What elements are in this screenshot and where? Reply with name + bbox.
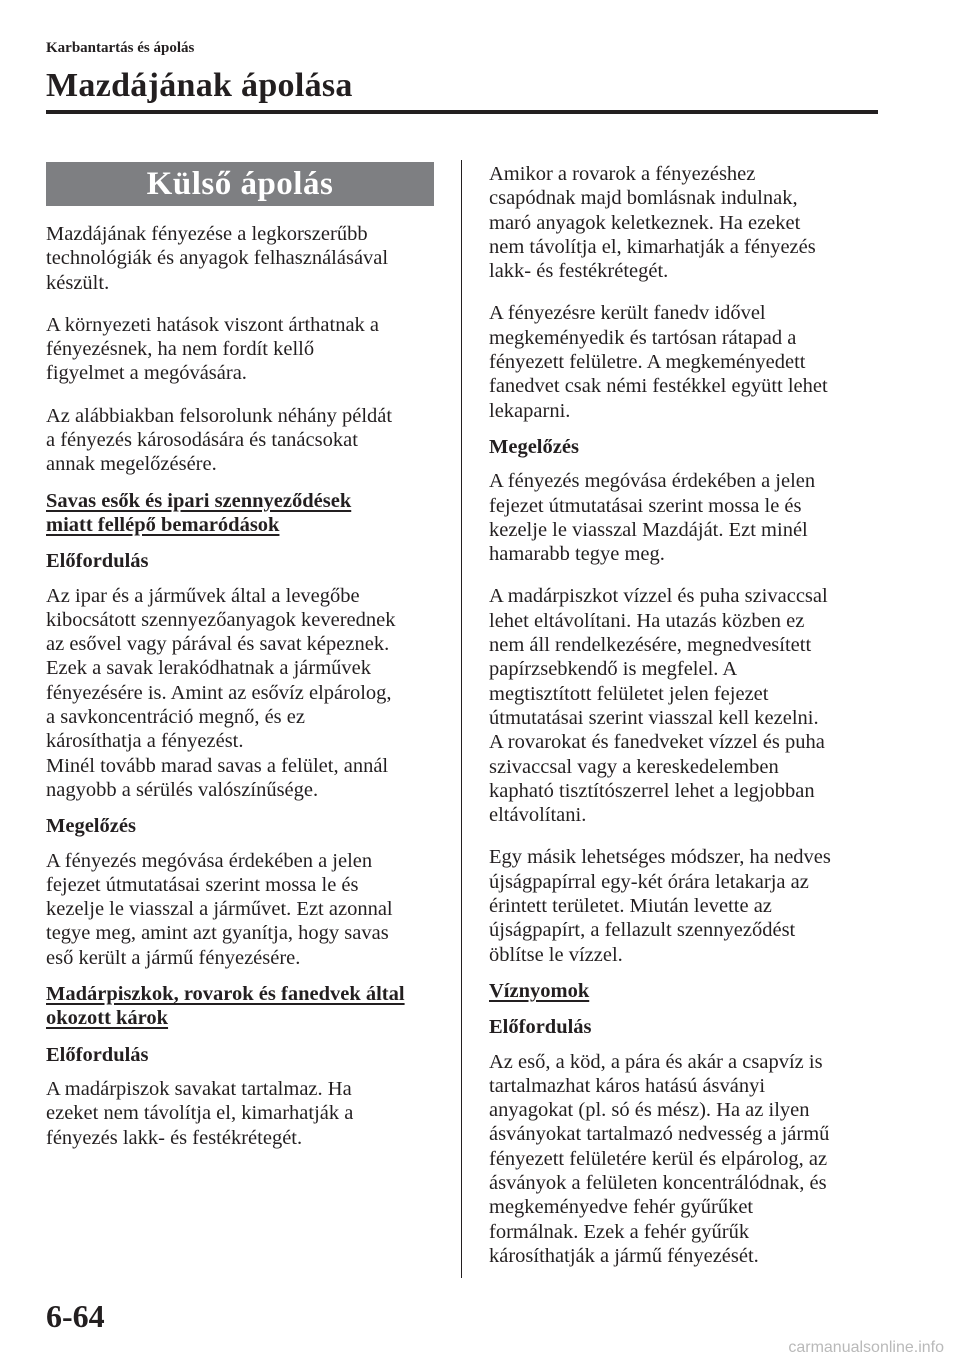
- intro-paragraph-1: [46, 222, 434, 295]
- topic-water-spots-occurrence-text: [489, 1050, 879, 1269]
- tree-sap-paragraph: [489, 301, 879, 422]
- text-line: érintett területet. Miután levette az: [489, 895, 772, 918]
- text-line: ásványokat tartalmazó nedvesség a jármű: [489, 1123, 830, 1146]
- insects-paragraph: [489, 162, 879, 283]
- text-line: Az eső, a köd, a pára és akár a csapvíz is: [489, 1050, 823, 1073]
- text-line: Ezek a savak lerakódhatnak a járművek: [46, 657, 371, 680]
- text-line: Minél tovább marad savas a felület, annál: [46, 754, 389, 777]
- text-line: károsíthatják a jármű fényezését.: [489, 1244, 759, 1267]
- text-line: A fényezésre került fanedv idővel: [489, 302, 766, 325]
- text-line: anyagokat (pl. só és mész). Ha az ilyen: [489, 1099, 810, 1122]
- text-line: tartalmazhat káros hatású ásványi: [489, 1074, 766, 1097]
- text-line: fejezet útmutatásai szerint mossa le és: [489, 494, 802, 517]
- text-line: hamarabb tegye meg.: [489, 543, 665, 566]
- text-line: fényezett felületére kerül és elpárolog, az: [489, 1147, 828, 1170]
- header-rule: [46, 110, 878, 114]
- intro-paragraph-3: [46, 404, 434, 477]
- text-line: megkeményedve fehér gyűrűket: [489, 1196, 754, 1219]
- bird-droppings-prevention-text: [489, 469, 879, 566]
- topic-bird-droppings-title: [46, 982, 434, 1031]
- intro-paragraph-2: [46, 313, 434, 386]
- text-line: az esővel vagy párával és savat képeznek.: [46, 633, 390, 656]
- topic-water-spots-title: Víznyomok: [489, 979, 590, 1002]
- text-line: nem távolítja el, kimarhatják a fényezés: [489, 235, 816, 258]
- topic-bird-droppings-occurrence-label: Előfordulás: [46, 1043, 149, 1066]
- text-line: lakk- és festékrétegét.: [489, 260, 669, 283]
- text-line: A fényezés megóvása érdekében a jelen: [46, 849, 373, 872]
- topic-acid-rain-occurrence-label: Előfordulás: [46, 550, 149, 573]
- topic-bird-droppings-occurrence-text: [46, 1077, 434, 1150]
- text-line: tegye meg, amint azt gyanítja, hogy savas: [46, 922, 389, 945]
- text-line: fényezett felületre. A megkeményedett: [489, 351, 806, 374]
- page-header: [46, 38, 878, 108]
- text-line: kibocsátott szennyezőanyagok keverednek: [46, 608, 396, 631]
- text-line: megtisztított felületet jelen fejezet: [489, 682, 769, 705]
- text-line: miatt fellépő bemaródások: [46, 513, 280, 536]
- text-line: lekaparni.: [489, 399, 571, 422]
- text-line: nagyobb a sérülés valószínűsége.: [46, 778, 319, 801]
- text-line: annak megelőzésére.: [46, 453, 217, 476]
- text-line: kezelje le viasszal a járművet. Ezt azonnal: [46, 898, 393, 921]
- page-number: 6-64: [46, 1298, 105, 1334]
- alternative-method-paragraph: [489, 845, 879, 966]
- text-line: figyelmet a megóvására.: [46, 362, 247, 385]
- text-line: ásványok a felületen koncentrálódnak, és: [489, 1171, 827, 1194]
- text-line: nem áll rendelkezésére, megnedvesített: [489, 634, 812, 657]
- text-line: A madárpiszkot vízzel és puha szivaccsal: [489, 585, 828, 608]
- text-line: A fényezés megóvása érdekében a jelen: [489, 470, 816, 493]
- text-line: Egy másik lehetséges módszer, ha nedves: [489, 846, 831, 869]
- text-line: kezelje le viasszal Mazdáját. Ezt minél: [489, 518, 808, 541]
- text-line: papírzsebkendő is megfelel. A: [489, 658, 738, 681]
- page-title: Mazdájának ápolása: [46, 67, 353, 104]
- text-line: fényezésnek, ha nem fordít kellő: [46, 338, 315, 361]
- topic-water-spots-occurrence-label: Előfordulás: [489, 1016, 592, 1039]
- right-column: [489, 162, 879, 1286]
- text-line: újságpapírt, a fellazult szennyeződést: [489, 919, 796, 942]
- text-line: lehet eltávolítani. Ha utazás közben ez: [489, 609, 805, 632]
- topic-acid-rain-prevention-label: Megelőzés: [46, 815, 136, 838]
- text-line: formálnak. Ezek a fehér gyűrűk: [489, 1220, 750, 1243]
- text-line: A környezeti hatások viszont árthatnak a: [46, 313, 380, 336]
- text-line: Amikor a rovarok a fényezéshez: [489, 163, 756, 185]
- watermark: carmanualsonline.info: [788, 1339, 944, 1356]
- text-line: Savas esők és ipari szennyeződések: [46, 489, 352, 512]
- text-line: eltávolítani.: [489, 804, 587, 827]
- text-line: fényezés lakk- és festékrétegét.: [46, 1126, 303, 1149]
- bird-droppings-prevention-label: Megelőzés: [489, 435, 579, 458]
- text-line: Az alábbiakban felsorolunk néhány példát: [46, 404, 393, 427]
- topic-acid-rain-title: [46, 489, 434, 538]
- text-line: okozott károk: [46, 1007, 169, 1030]
- topic-acid-rain-occurrence-text: [46, 584, 434, 803]
- text-line: Madárpiszkok, rovarok és fanedvek által: [46, 983, 405, 1006]
- text-line: Az ipar és a járművek által a levegőbe: [46, 584, 360, 607]
- text-line: a fényezés károsodására és tanácsokat: [46, 429, 358, 452]
- text-line: útmutatásai szerint viasszal kell kezelni.: [489, 706, 819, 729]
- text-line: eső került a jármű fényezésére.: [46, 946, 301, 969]
- breadcrumb: Karbantartás és ápolás: [46, 40, 195, 56]
- text-line: károsíthatja a fényezést.: [46, 730, 244, 753]
- text-line: a savkoncentráció megnő, és ez: [46, 706, 305, 729]
- text-line: öblítse le vízzel.: [489, 943, 623, 966]
- left-column: [46, 162, 434, 1168]
- text-line: újságpapírral egy-két órára letakarja az: [489, 870, 809, 893]
- text-line: fejezet útmutatásai szerint mossa le és: [46, 873, 359, 896]
- text-line: Mazdájának fényezése a legkorszerűbb: [46, 223, 368, 245]
- section-title: Külső ápolás: [46, 162, 434, 206]
- text-line: kapható tisztítószerrel lehet a legjobban: [489, 779, 815, 802]
- column-divider: [461, 160, 462, 1278]
- text-line: A madárpiszok savakat tartalmaz. Ha: [46, 1077, 352, 1100]
- text-line: maró anyagok keletkeznek. Ha ezeket: [489, 211, 801, 234]
- text-line: fanedvet csak némi festékkel együtt lehet: [489, 375, 828, 398]
- text-line: szivaccsal vagy a kereskedelemben: [489, 755, 779, 778]
- text-line: megkeményedik és tartósan rátapad a: [489, 326, 797, 349]
- text-line: készült.: [46, 271, 110, 294]
- text-line: ezeket nem távolítja el, kimarhatják a: [46, 1102, 354, 1125]
- text-line: csapódnak majd bomlásnak indulnak,: [489, 187, 798, 210]
- topic-acid-rain-prevention-text: [46, 849, 434, 970]
- text-line: fényezésére is. Amint az esővíz elpárolog,: [46, 681, 392, 704]
- text-line: technológiák és anyagok felhasználásával: [46, 247, 389, 270]
- cleaning-method-paragraph: [489, 584, 879, 827]
- text-line: A rovarokat és fanedveket vízzel és puha: [489, 731, 825, 754]
